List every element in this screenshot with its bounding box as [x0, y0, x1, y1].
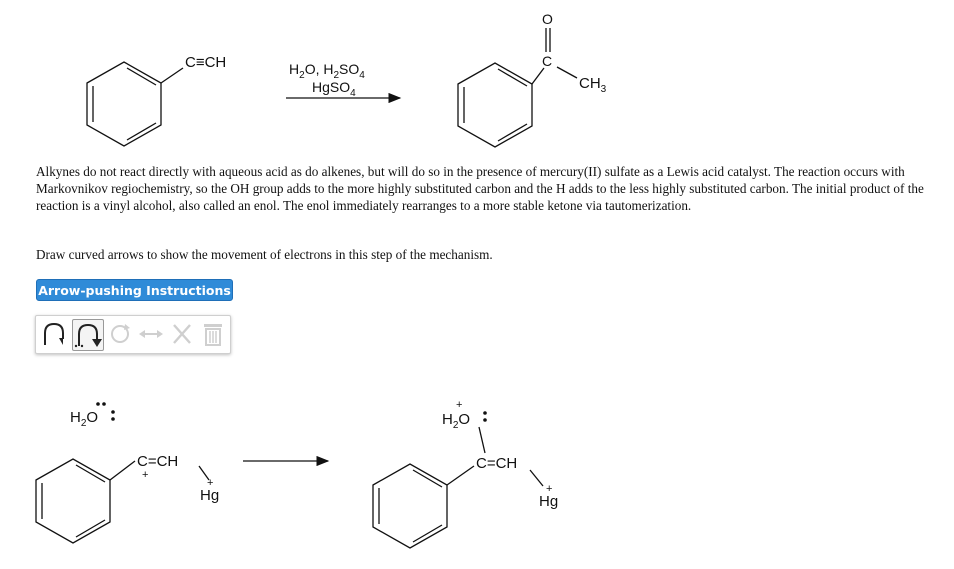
single-electron-arrow-icon[interactable]	[39, 319, 69, 349]
arrow-pushing-instructions-button[interactable]: Arrow-pushing Instructions	[36, 279, 233, 301]
alkene-label: C=CH	[476, 455, 518, 472]
alkyne-bond	[161, 68, 183, 83]
reagents-line1: $H_2O$, $H_2SO_4$	[289, 61, 365, 81]
carbocation-plus: +	[142, 469, 149, 481]
alkene-ring-bond	[447, 466, 474, 485]
resonance-arrow-icon[interactable]	[136, 319, 166, 349]
electron-pair-arrow-icon[interactable]	[72, 319, 104, 351]
methyl-bond	[557, 67, 577, 78]
benzene-ring-top-left	[87, 62, 161, 146]
ketone-methyl: $CH_3$	[579, 75, 607, 95]
mercury-plus-left: +	[207, 477, 214, 489]
benzene-ring-top-right	[458, 63, 532, 147]
arrow-toolbar	[35, 315, 231, 354]
water-molecule-right: $H_2O$	[442, 411, 471, 431]
rotate-icon[interactable]	[105, 319, 135, 349]
ketone-carbon: C	[542, 53, 553, 69]
o-c-bond	[479, 427, 485, 453]
mercury-right: Hg	[539, 493, 559, 510]
alkyne-label: C≡CH	[185, 54, 227, 71]
ketone-ring-bond	[532, 68, 544, 84]
question-prompt: Draw curved arrows to show the movement of electrons in this step of the mechanism.	[36, 247, 493, 262]
mercury-plus-right: +	[546, 483, 553, 495]
delete-icon[interactable]	[167, 319, 197, 349]
hg-bond-right	[530, 470, 543, 486]
description-text: Alkynes do not react directly with aqueous acid as do alkenes, but will do so in the presence of mercury(II) sulfate as a Lewis acid catalyst. The reaction occurs with Markovnikov regiochemistry, so the OH group adds to the more highly substituted carbon and the H adds to the less highly substituted carbon. The initial product of the reaction is a vinyl alcohol, also called an enol. The enol immediately rearranges to a more stable ketone via tautomerization.	[36, 164, 924, 213]
ketone-oxygen: O	[542, 11, 553, 27]
vinyl-cation-label: C=CH	[137, 453, 179, 470]
benzene-ring-bottom-right	[373, 464, 447, 548]
trash-icon[interactable]	[198, 319, 228, 349]
oxonium-plus: +	[456, 399, 463, 411]
reagents-line2: HgSO$_4$	[312, 79, 356, 99]
water-molecule-left: $H_2O$	[70, 409, 99, 429]
cation-ring-bond	[110, 461, 135, 480]
lone-pair-dots-right	[483, 411, 487, 422]
mercury-left: Hg	[200, 487, 220, 504]
benzene-ring-bottom-left	[36, 459, 110, 543]
lone-pair-dots-left	[96, 402, 115, 421]
